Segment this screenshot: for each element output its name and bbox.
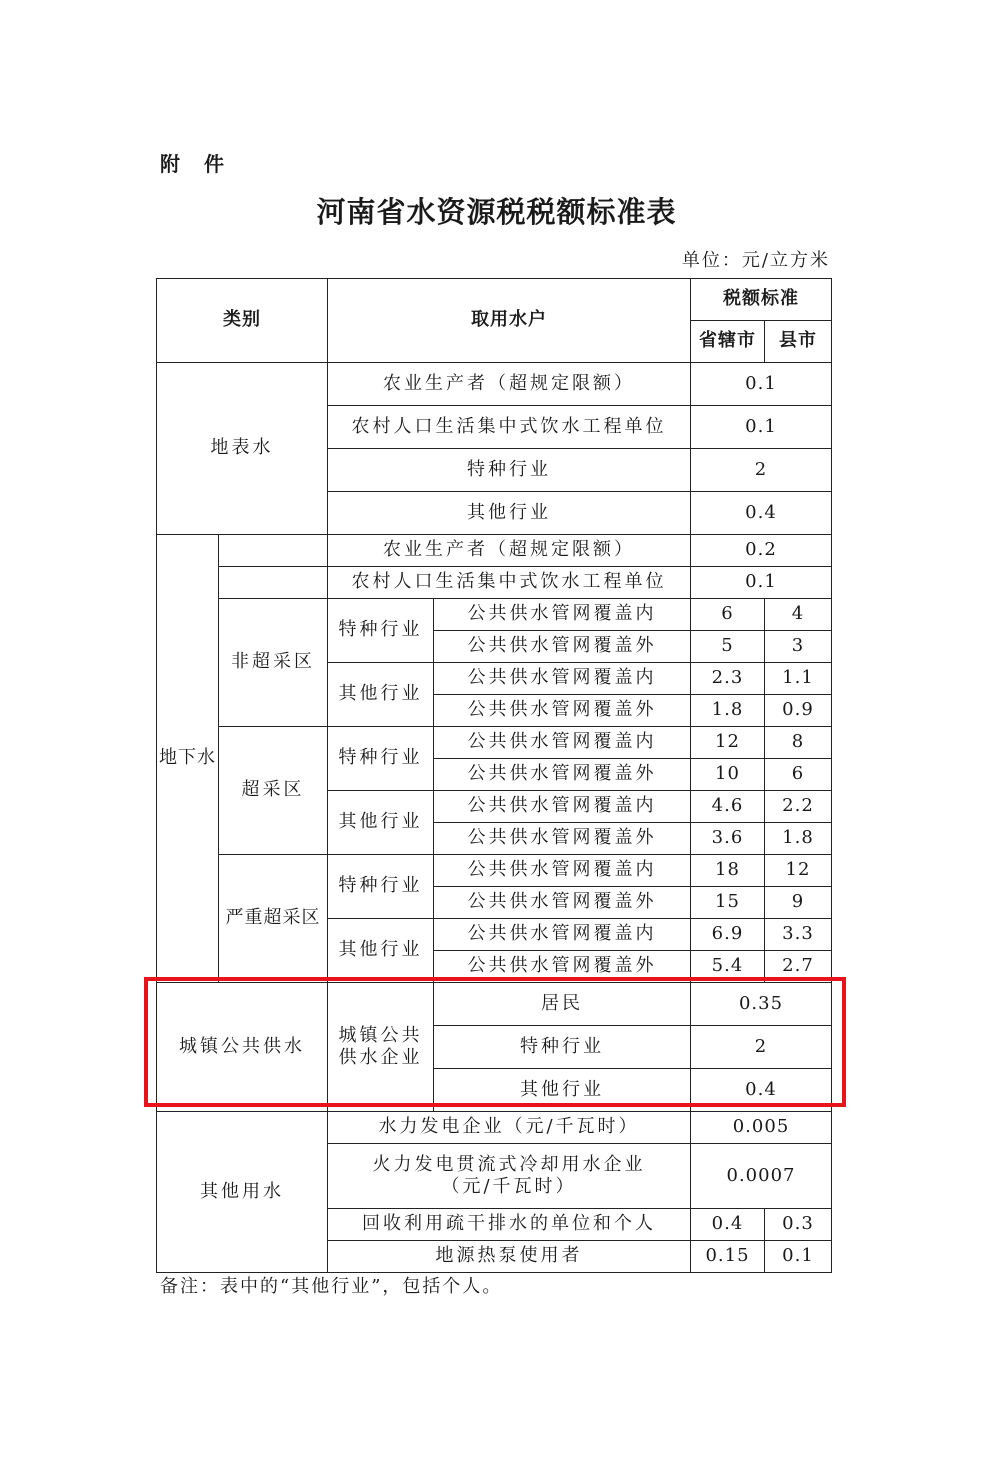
county-rate: 3.3	[765, 919, 832, 951]
zone-name: 严重超采区	[219, 855, 328, 983]
city-rate: 0.15	[691, 1241, 765, 1273]
industry-name: 特种行业	[328, 727, 434, 791]
industry-name: 特种行业	[328, 855, 434, 919]
table-row	[157, 855, 832, 887]
county-rate: 0.3	[765, 1209, 832, 1241]
city-rate: 6	[691, 599, 765, 631]
coverage-cell: 公共供水管网覆盖内	[434, 791, 691, 823]
table-row	[157, 599, 832, 631]
coverage-cell: 公共供水管网覆盖外	[434, 823, 691, 855]
urban-enterprise	[328, 983, 434, 1112]
coverage-cell: 公共供水管网覆盖内	[434, 919, 691, 951]
rate-cell: 0.0007	[691, 1144, 832, 1209]
header-user: 取用水户	[328, 279, 691, 363]
user-cell: 农村人口生活集中式饮水工程单位	[328, 567, 691, 599]
rate-cell: 0.1	[691, 406, 832, 449]
coverage-cell: 公共供水管网覆盖内	[434, 663, 691, 695]
user-cell: 回收利用疏干排水的单位和个人	[328, 1209, 691, 1241]
unit-label: 单位：元/立方米	[681, 250, 830, 271]
rate-cell: 0.35	[691, 983, 832, 1026]
empty-cell	[219, 535, 328, 567]
zone-name: 非超采区	[219, 599, 328, 727]
rate-cell: 0.005	[691, 1112, 832, 1144]
table-row	[157, 567, 832, 599]
header-rate: 税额标准	[691, 279, 832, 321]
attachment-label: 附 件	[160, 152, 226, 176]
rate-cell: 2	[691, 449, 832, 492]
coverage-cell: 公共供水管网覆盖内	[434, 599, 691, 631]
rate-cell: 0.2	[691, 535, 832, 567]
user-cell: 特种行业	[328, 449, 691, 492]
county-rate: 12	[765, 855, 832, 887]
coverage-cell: 公共供水管网覆盖内	[434, 727, 691, 759]
tax-rate-table	[156, 278, 832, 1273]
coverage-cell: 公共供水管网覆盖外	[434, 759, 691, 791]
table-row	[157, 535, 832, 567]
city-rate: 0.4	[691, 1209, 765, 1241]
user-cell: 特种行业	[434, 1026, 691, 1069]
user-cell: 农村人口生活集中式饮水工程单位	[328, 406, 691, 449]
county-rate: 1.1	[765, 663, 832, 695]
coverage-cell: 公共供水管网覆盖外	[434, 887, 691, 919]
table-row	[157, 363, 832, 406]
user-cell	[328, 1144, 691, 1209]
footnote: 备注：表中的“其他行业”，包括个人。	[160, 1276, 503, 1297]
user-cell-line: （元/千瓦时）	[441, 1176, 577, 1197]
city-rate: 6.9	[691, 919, 765, 951]
empty-cell	[219, 567, 328, 599]
city-rate: 5	[691, 631, 765, 663]
category-other-use: 其他用水	[157, 1112, 328, 1273]
user-cell: 居民	[434, 983, 691, 1026]
user-cell-line: 火力发电贯流式冷却用水企业	[372, 1153, 646, 1175]
city-rate: 1.8	[691, 695, 765, 727]
header-province-city: 省辖市	[691, 321, 765, 363]
user-cell: 地源热泵使用者	[328, 1241, 691, 1273]
rate-cell: 2	[691, 1026, 832, 1069]
rate-cell: 0.4	[691, 492, 832, 535]
user-cell: 其他行业	[328, 492, 691, 535]
coverage-cell: 公共供水管网覆盖外	[434, 695, 691, 727]
city-rate: 3.6	[691, 823, 765, 855]
county-rate: 2.7	[765, 951, 832, 983]
zone-name: 超采区	[219, 727, 328, 855]
city-rate: 12	[691, 727, 765, 759]
county-rate: 0.1	[765, 1241, 832, 1273]
header-county-city: 县市	[765, 321, 832, 363]
user-cell: 农业生产者（超规定限额）	[328, 535, 691, 567]
city-rate: 10	[691, 759, 765, 791]
city-rate: 5.4	[691, 951, 765, 983]
industry-name: 特种行业	[328, 599, 434, 663]
rate-cell: 0.4	[691, 1069, 832, 1112]
city-rate: 18	[691, 855, 765, 887]
header-category: 类别	[157, 279, 328, 363]
industry-name: 其他行业	[328, 663, 434, 727]
table-row	[157, 727, 832, 759]
urban-enterprise-label: 城镇公共供水企业	[338, 1024, 423, 1068]
coverage-cell: 公共供水管网覆盖内	[434, 855, 691, 887]
header-row	[157, 279, 832, 321]
user-cell: 其他行业	[434, 1069, 691, 1112]
category-urban-supply: 城镇公共供水	[157, 983, 328, 1112]
rate-cell: 0.1	[691, 567, 832, 599]
industry-name: 其他行业	[328, 919, 434, 983]
coverage-cell: 公共供水管网覆盖外	[434, 951, 691, 983]
user-cell: 农业生产者（超规定限额）	[328, 363, 691, 406]
category-surface-water: 地表水	[157, 363, 328, 535]
table-row	[157, 983, 832, 1026]
city-rate: 15	[691, 887, 765, 919]
county-rate: 6	[765, 759, 832, 791]
city-rate: 4.6	[691, 791, 765, 823]
county-rate: 3	[765, 631, 832, 663]
county-rate: 4	[765, 599, 832, 631]
county-rate: 8	[765, 727, 832, 759]
county-rate: 0.9	[765, 695, 832, 727]
rate-cell: 0.1	[691, 363, 832, 406]
county-rate: 1.8	[765, 823, 832, 855]
county-rate: 9	[765, 887, 832, 919]
industry-name: 其他行业	[328, 791, 434, 855]
coverage-cell: 公共供水管网覆盖外	[434, 631, 691, 663]
category-groundwater: 地下水	[157, 535, 219, 983]
city-rate: 2.3	[691, 663, 765, 695]
county-rate: 2.2	[765, 791, 832, 823]
table-row	[157, 1112, 832, 1144]
page-title: 河南省水资源税税额标准表	[316, 195, 677, 229]
user-cell: 水力发电企业（元/千瓦时）	[328, 1112, 691, 1144]
